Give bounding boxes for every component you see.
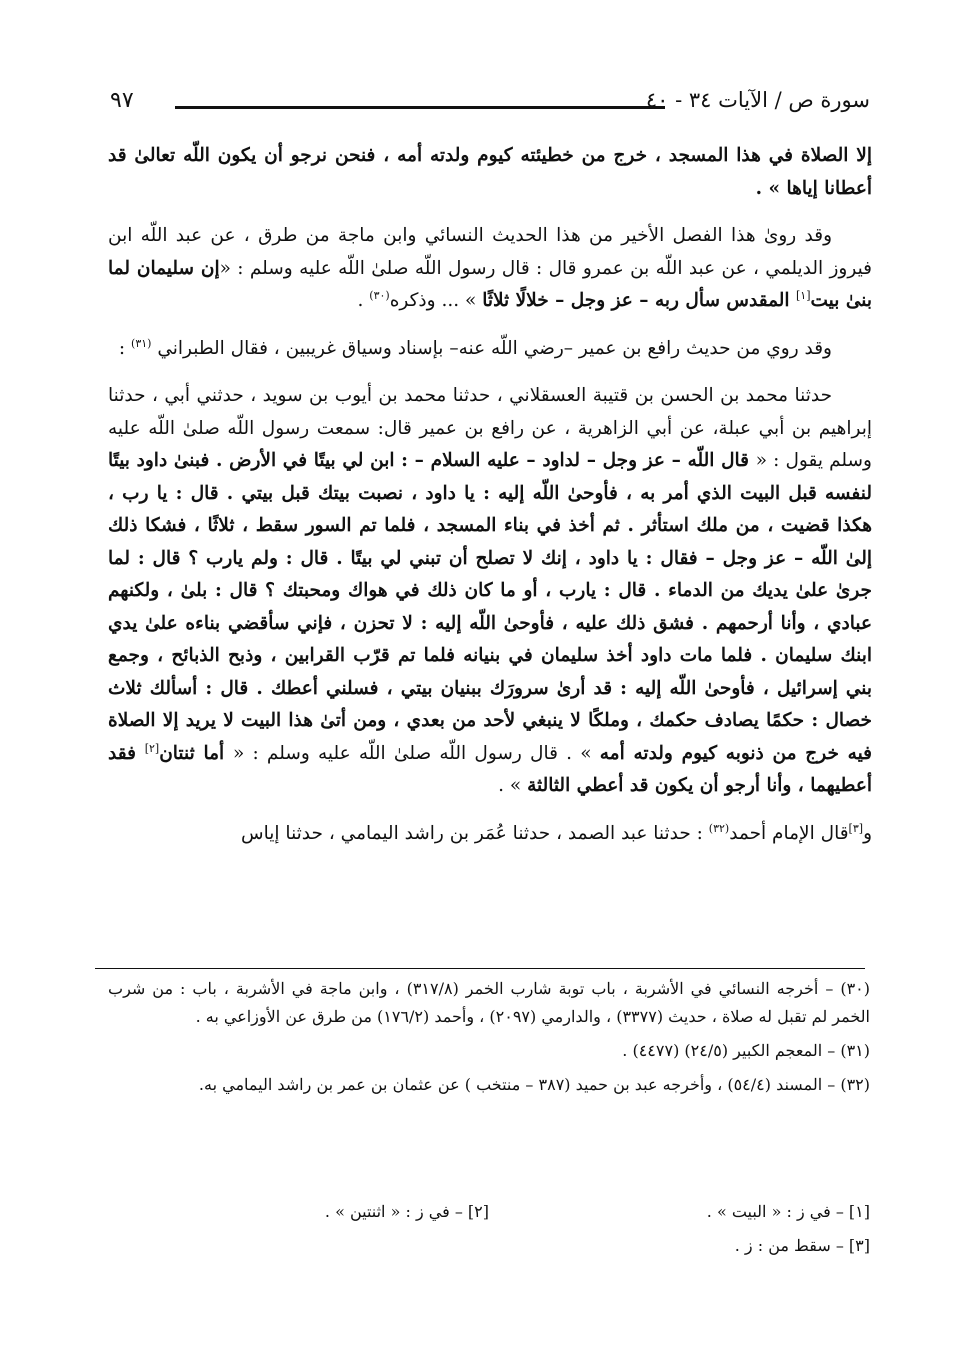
variant-note-1: [١] – في ز : « البيت » .	[706, 1202, 870, 1221]
p5-text: و	[863, 822, 872, 844]
p4-isnad: حدثنا محمد بن الحسن بن قتيبة العسقلاني ، حدثنا محمد بن أيوب بن سويد ، حدثني أبي ، حدثنا إبراهيم بن أبي عبلة، عن أبي الزاهرية ، عن رافع بن عمير قال: سمعت رسول اللّه صلىٰ اللّه عليه وسلم يقول : «	[108, 385, 872, 471]
p3-text: وقد روي من حديث رافع بن عمير –رضي اللّه عنه– بإسناد وسياق غريبين ، فقال الطبراني	[151, 337, 832, 359]
footnote-ref-31: (٣١)	[131, 336, 152, 350]
p4-text: » . قال رسول اللّه صلىٰ اللّه عليه وسلم : «	[232, 742, 600, 764]
footnote-30: (٣٠) – أخرجه النسائي في الأشربة ، باب توبة شارب الخمر (٣١٧/٨) ، وابن ماجة في الأشربة ، باب : من شرب الخمر لم تقبل له صلاة ، حديث (٣٣٧٧) ، والدارمي (٢٠٩٧) ، وأحمد (١٧٦/٢) من طرق عن الأوزاعي به .	[108, 979, 870, 1026]
variant-ref-2: [٢]	[144, 741, 160, 755]
footnote-32: (٣٢) – المسند (٥٤/٤) ، وأخرجه عبد بن حميد (٣٨٧ – منتخب ) عن عثمان بن عمر بن راشد اليمامي به.	[198, 1075, 870, 1094]
paragraph-3	[108, 333, 872, 366]
p4-hadith-bold-2: أما ثنتان	[159, 742, 233, 764]
variant-notes-row	[108, 1195, 870, 1229]
header-title: سورة ص / الآيات ٣٤ - ٤٠	[645, 88, 870, 112]
p2-text-2: » ... وذكره	[389, 290, 483, 311]
paragraph-1: إلا الصلاة في هذا المسجد ، خرج من خطيئته كيوم ولدته أمه ، فنحن نرجو أن يكون اللّه تعالىٰ قد أعطانا إياها » .	[108, 145, 872, 199]
p5-text-2: قال الإمام أحمد	[729, 822, 849, 844]
p4-text-2: » .	[498, 775, 528, 796]
footnote-31: (٣١) – المعجم الكبير (٢٤/٥) (٤٤٧٧) .	[622, 1041, 870, 1060]
header-rule	[175, 106, 665, 109]
p4-hadith-bold-3: فقد أعطيهما ، وأنا أرجو أن يكون قد أعطي الثالثة	[108, 742, 872, 796]
paragraph-5	[108, 818, 872, 851]
p2-hadith-bold-2: المقدس سأل ربه – عز وجل – خلالًا ثلاثًا	[482, 290, 796, 311]
footnotes	[108, 975, 870, 1105]
variant-note-2: [٢] – في ز : « اثنتين » .	[324, 1202, 489, 1221]
page-number: ٩٧	[110, 88, 134, 113]
running-header	[110, 88, 870, 128]
variant-ref-1: [١]	[795, 288, 811, 302]
p3-text-2: :	[118, 337, 132, 359]
variant-notes	[108, 1195, 870, 1263]
paragraph-4	[108, 380, 872, 803]
paragraph-2	[108, 220, 872, 318]
variant-note-3: [٣] – سقط من : ز .	[734, 1236, 870, 1255]
footnote-separator	[95, 968, 865, 969]
p5-text-3: : حدثنا عبد الصمد ، حدثنا عُمَر بن راشد اليمامي ، حدثنا إياس	[241, 822, 709, 844]
variant-notes-row-2	[108, 1229, 870, 1263]
footnote-ref-32: (٣٢)	[708, 821, 730, 835]
p4-hadith-bold: قال اللّه – عز وجل – لداود – عليه السلام – : ابن لي بيتًا في الأرض . فبنىٰ داود بيتًا لنفسه قبل البيت الذي أمر به ، فأوحىٰ اللّه إليه : يا داود ، نصبت بيتك قبل بيتي . قال : يا رب ، هكذا قضيت ، من ملك استأثر . ثم أخذ في بناء المسجد ، فلما تم السور سقط ، ثلاثًا ، فشكا ذلك إلىٰ اللّه – عز وجل – فقال : يا داود ، إنك لا تصلح أن تبني لي بيتًا . قال : ولم يارب ؟ قال : لما جرىٰ علىٰ يديك من الدماء . قال : يارب ، أو ما كان ذلك في هواك ومحبتك ؟ قال : بلىٰ ، ولكنهم عبادي ، وأنا أرحمهم . فشق ذلك عليه ، فأوحىٰ اللّه إليه : لا تحزن ، فإني سأقضي بناءه علىٰ يدي ابنك سليمان . فلما مات داود أخذ سليمان في بنيانه فلما تم قرّب القرابين ، وذبح الذبائح ، وجمع بني إسرائيل ، فأوحىٰ اللّه إليه : قد أرىٰ سرورَك ببنيان بيتي ، فسلني أعطك . قال : أسألك ثلاث خصال : حكمًا يصادف حكمك ، وملكًا لا ينبغي لأحد من بعدي ، ومن أتىٰ هذا البيت لا يريد إلا الصلاة فيه خرج من ذنوبه كيوم ولدته أمه	[108, 450, 873, 764]
p2-text-3: .	[357, 290, 370, 311]
variant-ref-3: [٣]	[848, 821, 864, 835]
p2-hadith-bold: إن سليمان لما بنىٰ بيت	[108, 257, 872, 311]
footnote-ref-30: (٣٠)	[369, 288, 390, 302]
p2-text: وقد روىٰ هذا الفصل الأخير من هذا الحديث النسائي وابن ماجة من طرق ، عن عبد اللّه ابن فيروز الديلمي ، عن عبد اللّه بن عمرو قال : قال رسول اللّه صلىٰ اللّه عليه وسلم : «	[108, 225, 872, 279]
main-text	[108, 140, 872, 865]
